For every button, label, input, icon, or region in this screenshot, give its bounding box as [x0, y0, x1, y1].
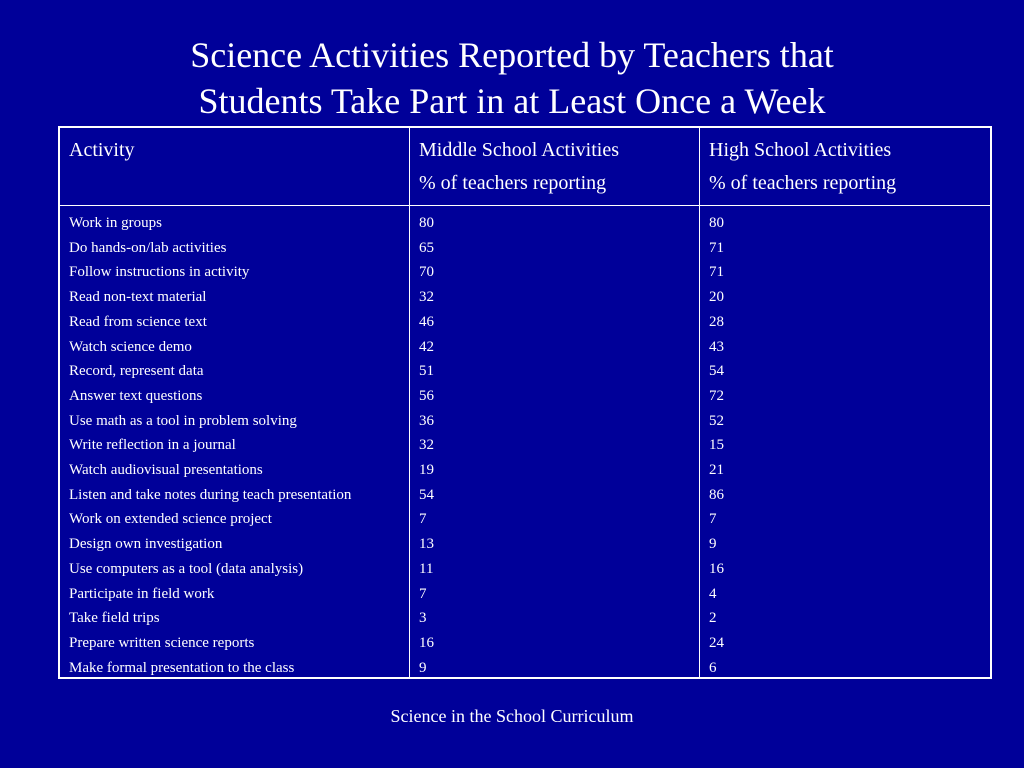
header-high-school-line-2: % of teachers reporting: [709, 172, 897, 194]
activity-cell: Take field trips: [69, 610, 160, 627]
header-activity-line-1: Activity: [69, 139, 135, 161]
middle-school-value-cell: 19: [419, 462, 434, 479]
middle-school-value-cell: 51: [419, 363, 434, 380]
slide-footer: Science in the School Curriculum: [390, 706, 634, 726]
high-school-value-cell: 15: [709, 437, 724, 454]
middle-school-value-cell: 16: [419, 634, 434, 651]
activity-cell: Follow instructions in activity: [69, 264, 250, 281]
header-high-school-line-1: High School Activities: [709, 139, 892, 161]
middle-school-value-cell: 3: [419, 610, 427, 627]
middle-school-value-cell: 32: [419, 437, 434, 454]
middle-school-value-cell: 13: [419, 536, 434, 553]
middle-school-column: [419, 211, 434, 680]
middle-school-value-cell: 46: [419, 313, 434, 330]
high-school-value-cell: 21: [709, 462, 724, 479]
middle-school-value-cell: 11: [419, 560, 434, 577]
high-school-value-cell: 16: [709, 560, 724, 577]
activity-cell: Use computers as a tool (data analysis): [69, 560, 304, 577]
high-school-value-cell: 4: [709, 585, 717, 602]
high-school-value-cell: 28: [709, 313, 724, 330]
high-school-value-cell: 71: [709, 239, 724, 256]
activity-cell: Read non-text material: [69, 289, 207, 306]
high-school-value-cell: 54: [709, 363, 724, 380]
activity-cell: Make formal presentation to the class: [69, 659, 295, 676]
activity-cell: Work on extended science project: [69, 511, 272, 528]
high-school-value-cell: 6: [709, 659, 717, 676]
activity-cell: Watch science demo: [69, 338, 192, 355]
middle-school-value-cell: 54: [419, 486, 434, 503]
activity-cell: Do hands-on/lab activities: [69, 239, 227, 256]
activity-cell: Design own investigation: [69, 536, 223, 553]
middle-school-value-cell: 70: [419, 264, 434, 281]
activity-cell: Read from science text: [69, 313, 207, 330]
header-middle-school: [419, 134, 619, 200]
header-activity: [69, 134, 135, 167]
middle-school-value-cell: 65: [419, 239, 434, 256]
activity-column: [69, 211, 351, 680]
middle-school-value-cell: 9: [419, 659, 427, 676]
column-divider: [409, 128, 410, 677]
high-school-value-cell: 24: [709, 634, 724, 651]
activity-cell: Write reflection in a journal: [69, 437, 236, 454]
header-divider: [60, 205, 990, 206]
high-school-value-cell: 9: [709, 536, 717, 553]
high-school-value-cell: 80: [709, 215, 724, 231]
middle-school-value-cell: 7: [419, 585, 427, 602]
slide-title-line-2: Students Take Part in at Least Once a Week: [198, 81, 826, 121]
middle-school-value-cell: 80: [419, 215, 434, 231]
activities-table: [58, 126, 992, 679]
middle-school-value-cell: 7: [419, 511, 427, 528]
activity-cell: Prepare written science reports: [69, 634, 255, 651]
high-school-value-cell: 43: [709, 338, 724, 355]
middle-school-value-cell: 36: [419, 412, 434, 429]
header-middle-school-line-1: Middle School Activities: [419, 139, 619, 161]
high-school-value-cell: 2: [709, 610, 717, 627]
activity-cell: Work in groups: [69, 215, 162, 231]
middle-school-value-cell: 32: [419, 289, 434, 306]
header-middle-school-line-2: % of teachers reporting: [419, 172, 607, 194]
activity-cell: Record, represent data: [69, 363, 204, 380]
activity-cell: Participate in field work: [69, 585, 215, 602]
high-school-value-cell: 71: [709, 264, 724, 281]
activity-cell: Listen and take notes during teach presentation: [69, 486, 352, 503]
middle-school-value-cell: 56: [419, 387, 434, 404]
slide-title: [0, 32, 1024, 124]
slide-title-line-1: Science Activities Reported by Teachers that: [190, 35, 834, 75]
high-school-value-cell: 52: [709, 412, 724, 429]
high-school-value-cell: 72: [709, 387, 724, 404]
activity-cell: Answer text questions: [69, 387, 203, 404]
activity-cell: Watch audiovisual presentations: [69, 462, 263, 479]
high-school-value-cell: 20: [709, 289, 724, 306]
activity-cell: Use math as a tool in problem solving: [69, 412, 297, 429]
header-high-school: [709, 134, 896, 200]
high-school-value-cell: 86: [709, 486, 724, 503]
high-school-column: [709, 211, 724, 680]
column-divider: [699, 128, 700, 677]
high-school-value-cell: 7: [709, 511, 717, 528]
middle-school-value-cell: 42: [419, 338, 434, 355]
